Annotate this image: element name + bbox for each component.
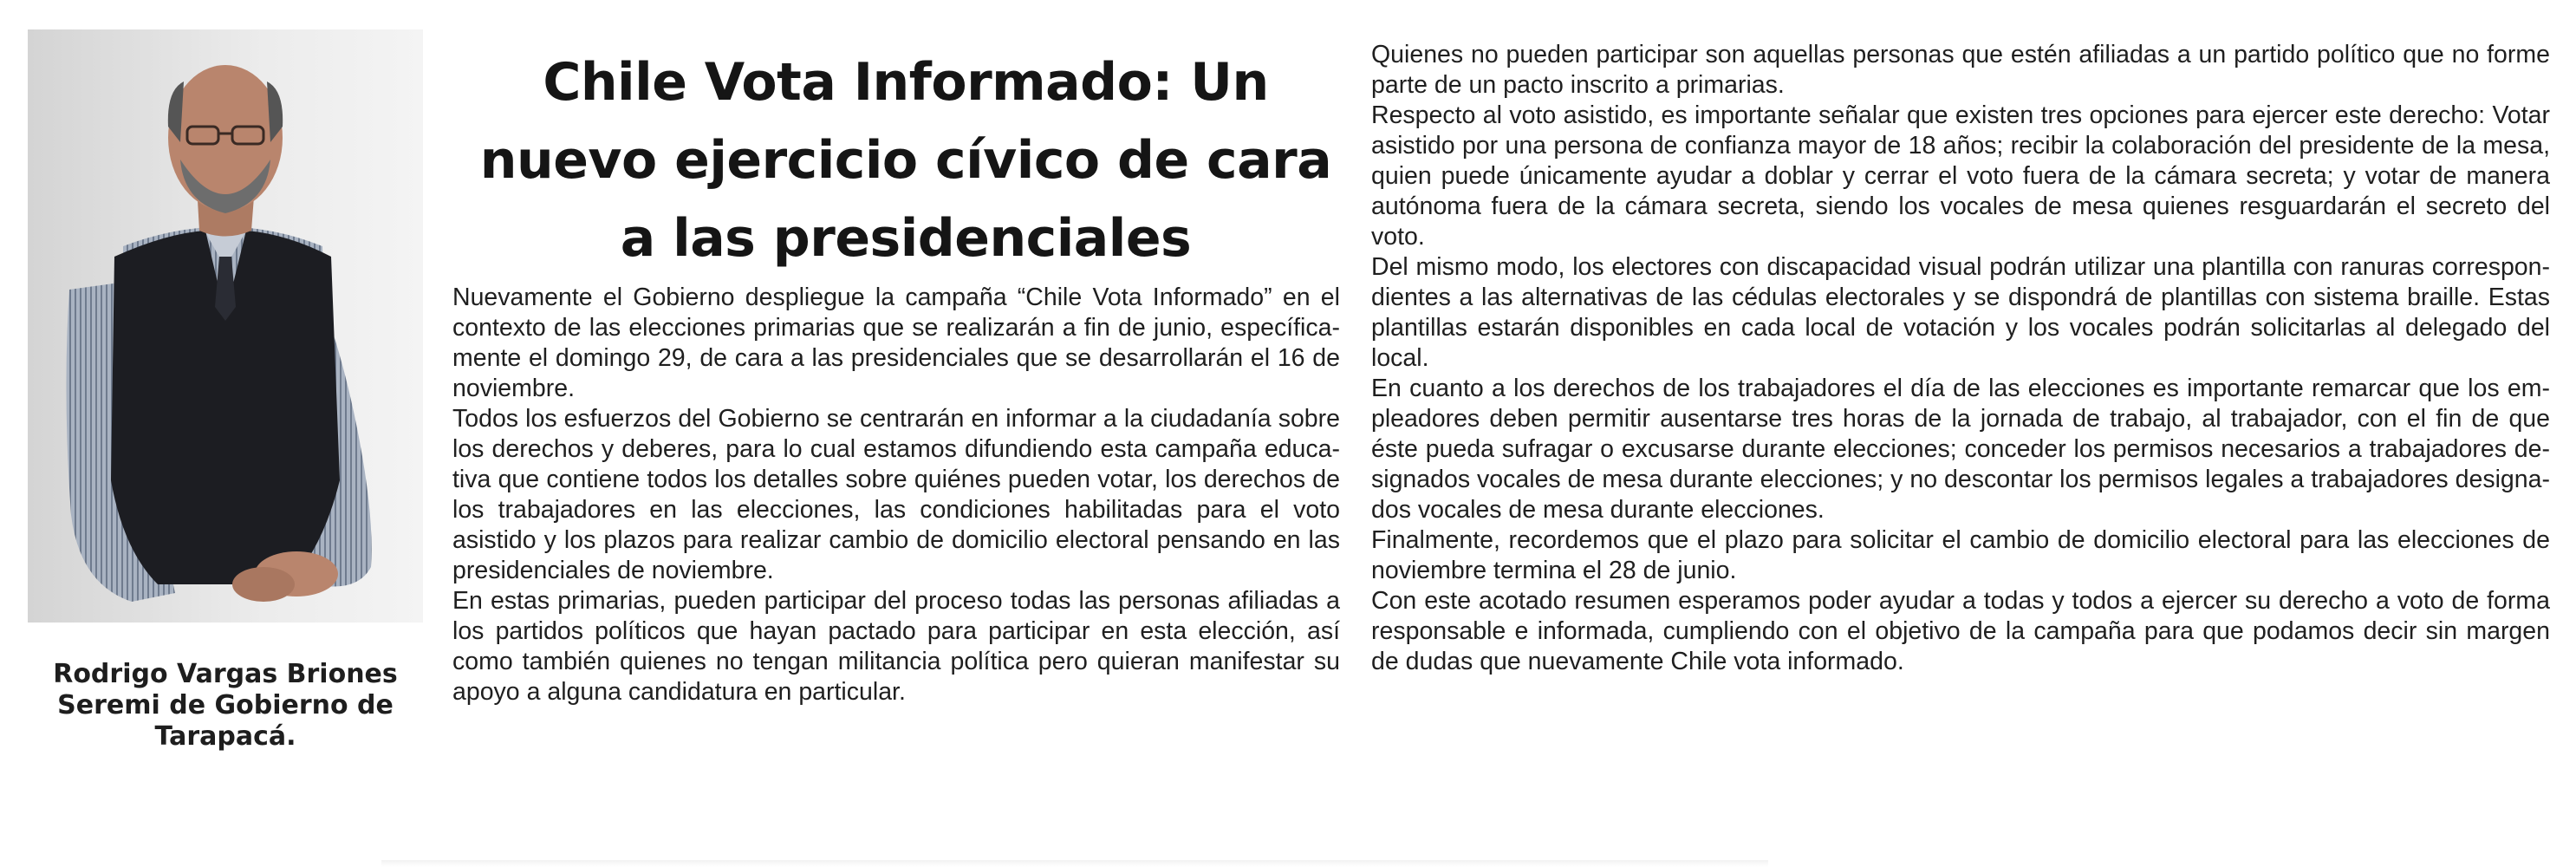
article-column-middle — [452, 283, 1340, 707]
caption-role: Seremi de Gobierno de — [57, 690, 394, 720]
page-divider — [381, 860, 1768, 867]
article-paragraph: En cuanto a los derechos de los trabajadores el día de las elecciones es importante remarcar que los empleadores deben permitir ausentarse tres horas de la jornada de trabajo, al trabajador, con el fin de que éste pueda sufragar o excusarse durante elecciones; conceder los permisos necesarios a trabajadores designados vocales de mesa durante elecciones; y no descontar los permisos legales a trabajadores designados vocales de mesa durante elecciones. — [1371, 375, 2550, 524]
article-paragraph: Nuevamente el Gobierno despliegue la campaña “Chile Vota Informado” en el contexto de las elecciones primarias que se realizarán a fin de junio, específicamente el domingo 29, de cara a las presidenciales que se desarrollarán el 16 de noviembre. — [452, 284, 1340, 402]
caption-name: Rodrigo Vargas Briones — [53, 659, 398, 689]
title-line: nuevo ejercicio cívico de cara — [479, 130, 1332, 191]
article-paragraph: En estas primarias, pueden participar del proceso todas las personas afiliadas a los partidos políticos que hayan pactado para participar en esta elección, así como también quienes no tengan militancia política pero quieran manifestar su apoyo a alguna candidatura en particular. — [452, 587, 1340, 706]
title-line: Chile Vota Informado: Un — [543, 52, 1269, 113]
portrait-photo-icon — [28, 29, 423, 623]
article-paragraph: Del mismo modo, los electores con discapacidad visual podrán utilizar una plantilla con ranuras correspondientes a las alternativas de las cédulas electorales y se dispondrá de plantillas con sistema braille. Estas plantillas estarán disponibles en cada local de votación y los vocales podrán solicitarlas al delegado del local. — [1371, 253, 2550, 372]
article-paragraph: Todos los esfuerzos del Gobierno se centrarán en informar a la ciudadanía sobre los derechos y deberes, para lo cual estamos difundiendo esta campaña educativa que contiene todos los detalles sobre quiénes pueden votar, los derechos de los trabajadores en las elecciones, las condiciones habilitadas para el voto asistido y los plazos para realizar cambio de domicilio electoral pensando en las presidenciales de noviembre. — [452, 405, 1340, 584]
caption-region: Tarapacá. — [154, 721, 296, 752]
article-paragraph: Finalmente, recordemos que el plazo para solicitar el cambio de domicilio electoral para las elecciones de noviembre termina el 28 de junio. — [1371, 526, 2550, 584]
title-line: a las presidenciales — [620, 208, 1192, 269]
article-paragraph: Respecto al voto asistido, es importante señalar que existen tres opciones para ejercer este derecho: Votar asistido por una persona de confianza mayor de 18 años; recibir la colaboración del presidente de la mesa, quien puede únicamente ayudar a doblar y cerrar el voto fuera de la cámara secreta; y votar de manera autónoma fuera de la cámara secreta, siendo los vocales de mesa quienes resguardarán el secreto del voto. — [1371, 101, 2550, 251]
article-title — [468, 43, 1343, 277]
article-column-right — [1371, 40, 2550, 677]
article-paragraph: Con este acotado resumen esperamos poder ayudar a todas y todos a ejercer su derecho a voto de forma responsable e informada, cumpliendo con el objetivo de la campaña para que podamos decir sin margen de dudas que nuevamente Chile vota informado. — [1371, 587, 2550, 675]
article-paragraph: Quienes no pueden participar son aquellas personas que estén afiliadas a un partido político que no forme parte de un pacto inscrito a primarias. — [1371, 41, 2550, 99]
photo-caption — [28, 659, 423, 753]
author-photo — [28, 29, 423, 623]
